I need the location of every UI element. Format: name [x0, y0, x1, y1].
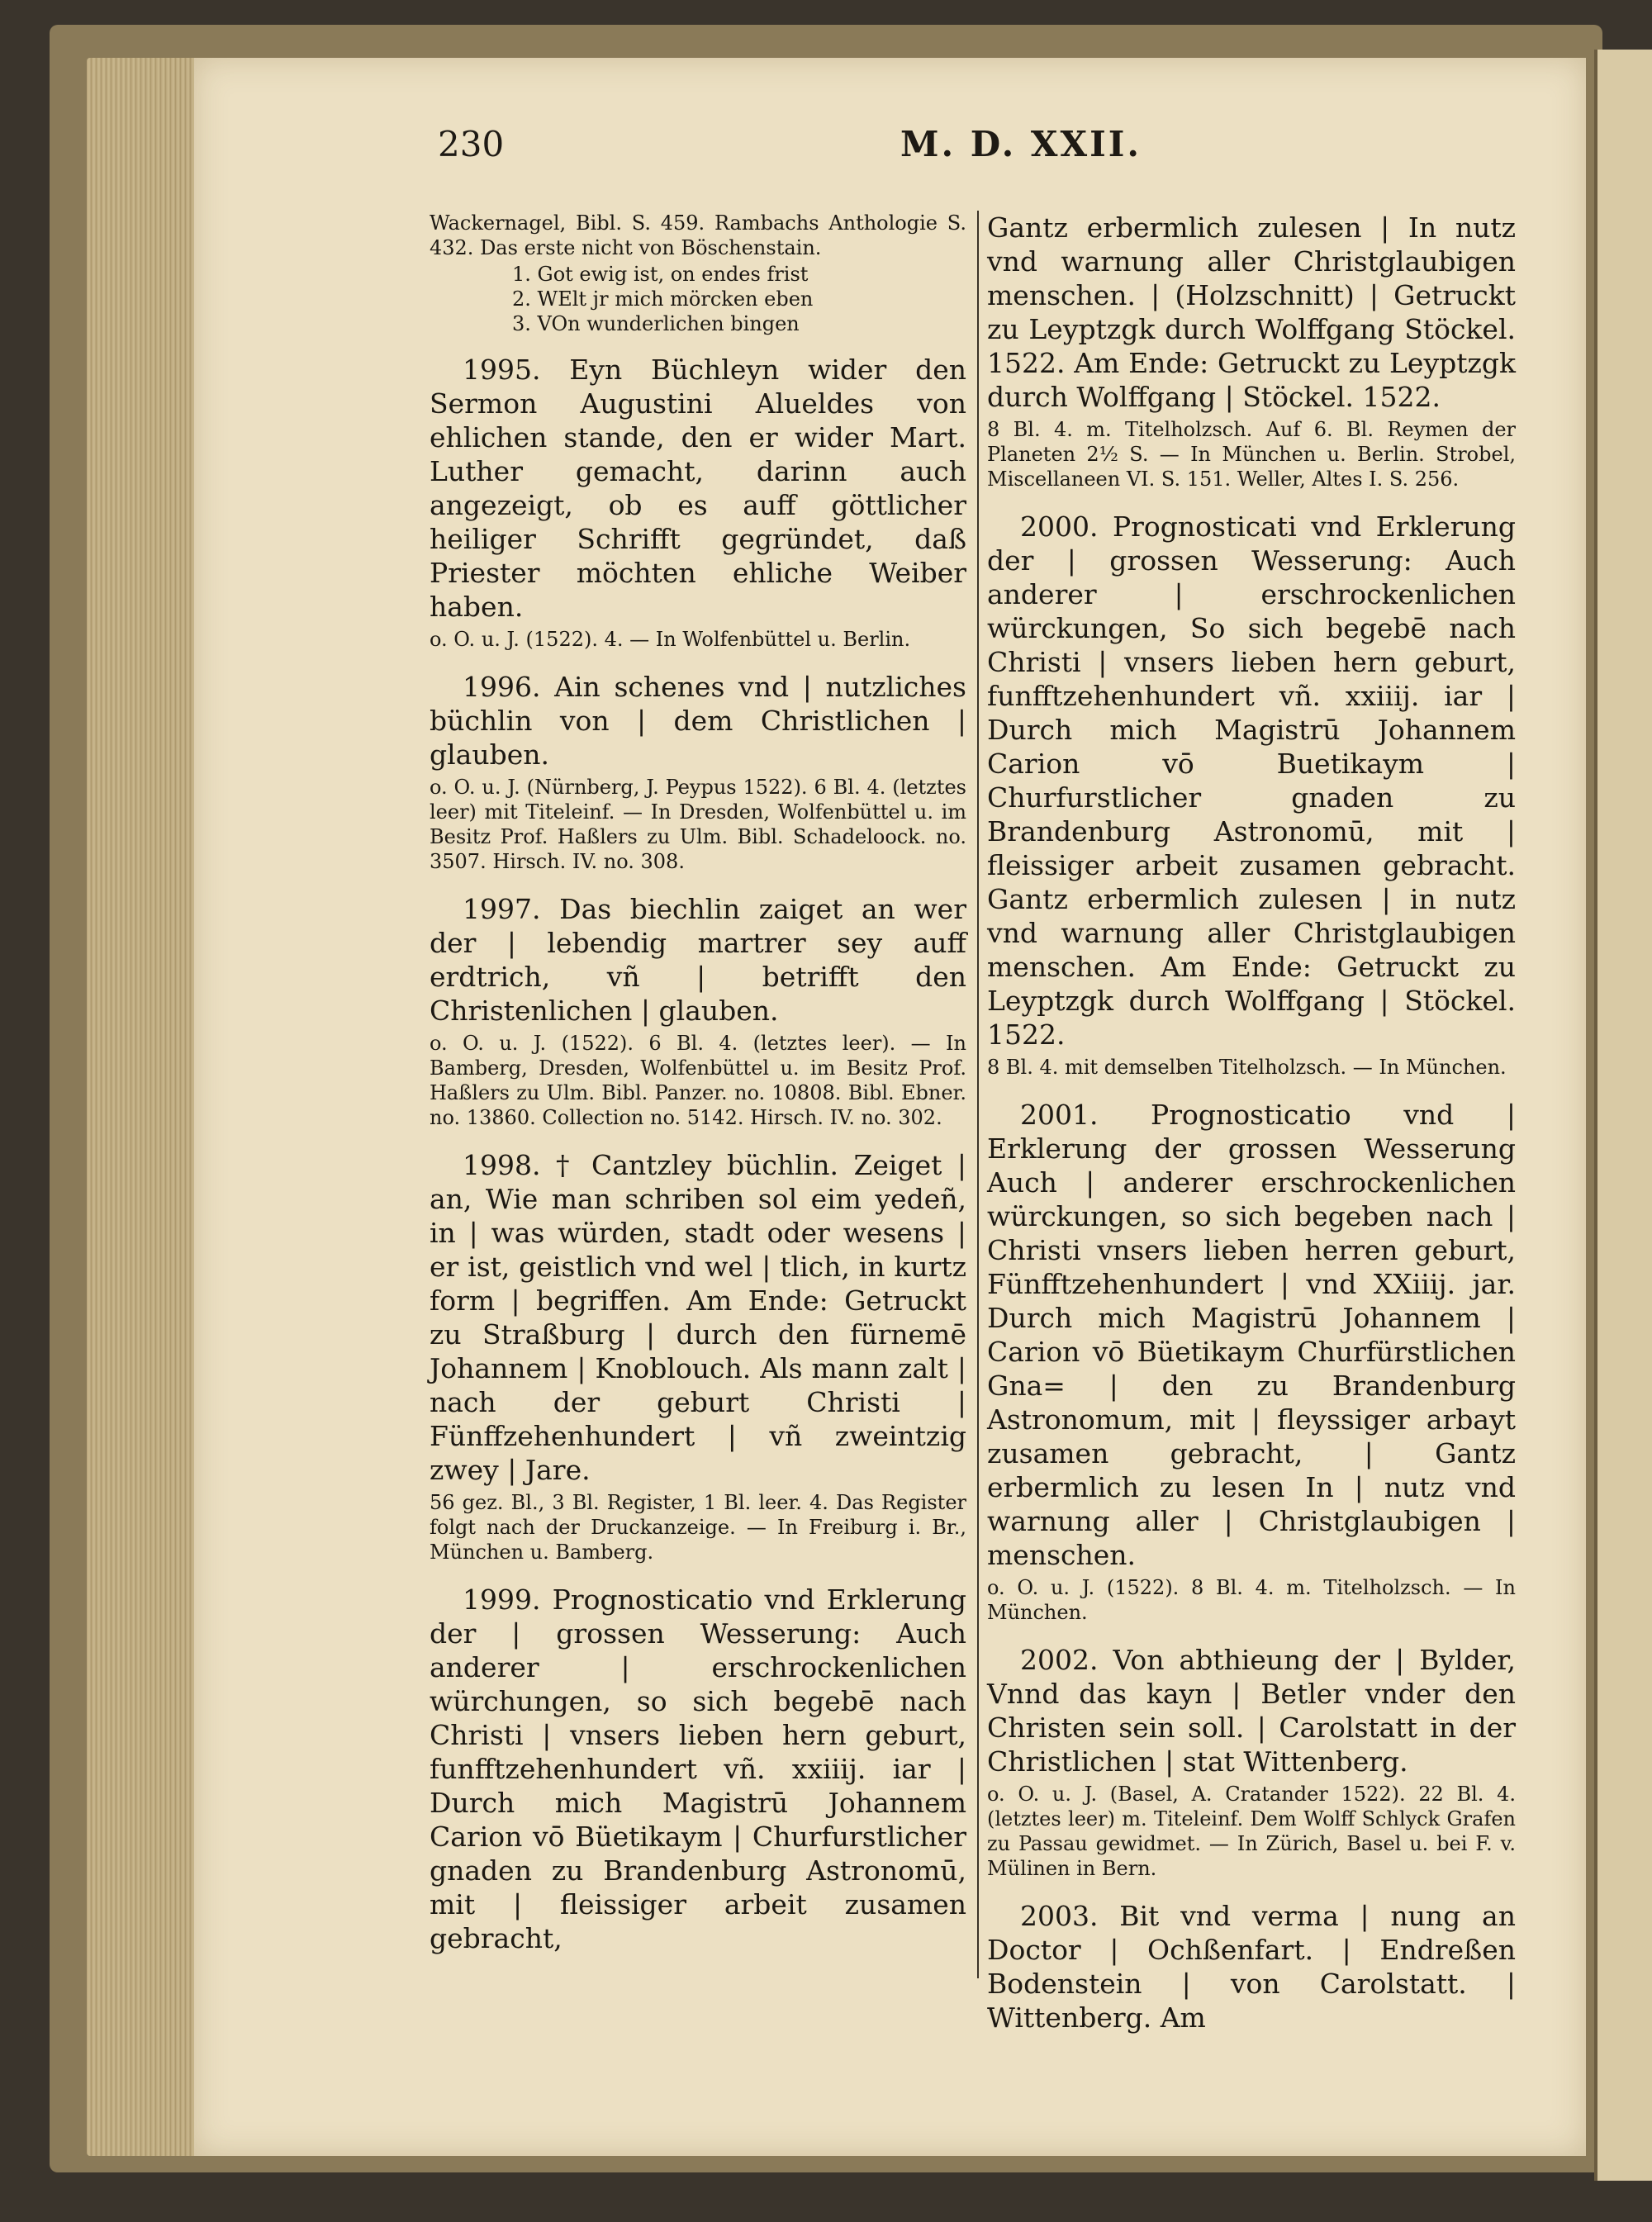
- entry-1995: [430, 353, 966, 652]
- entry-number: 1997.: [463, 893, 541, 925]
- entry-number: 1999.: [463, 1583, 541, 1616]
- entry-title: Prognosticati vnd Erklerung der | grossen Wesserung: Auch anderer | erschrockenlichen würckungen, So sich begebē nach Christi | vnsers lieben hern geburt, funfftzehenhundert vñ. xxiiij. iar | Durch mich Magistrū Johannem Carion vō Buetikaym | Churfurstlicher gnaden zu Brandenburg Astronomū, mit | fleissiger arbeit zusamen gebracht. Gantz erbermlich zulesen | in nutz vnd warnung aller Christglaubigen menschen. Am Ende: Getruckt zu Leyptzgk durch Wolffgang | Stöckel. 1522.: [987, 510, 1516, 1051]
- verse-line: 3. VOn wunderlichen bingen: [512, 312, 800, 335]
- verse-line: 2. WElt jr mich mörcken eben: [512, 287, 814, 311]
- entry-note: 8 Bl. 4. mit demselben Titelholzsch. — In München.: [987, 1056, 1507, 1079]
- entry-number: 1995.: [463, 354, 541, 386]
- entry-note: o. O. u. J. (Nürnberg, J. Peypus 1522). 6 Bl. 4. (letztes leer) mit Titeleinf. — In Dresden, Wolfenbüttel u. im Besitz Prof. Haßlers zu Ulm. Bibl. Schadeloock. no. 3507. Hirsch. IV. no. 308.: [430, 776, 966, 873]
- entry-title: Von abthieung der | Bylder, Vnnd das kayn | Betler vnder den Christen sein soll. | Carolstatt in der Christlichen | stat Wittenberg.: [987, 1644, 1516, 1778]
- continuation-note: 8 Bl. 4. m. Titelholzsch. Auf 6. Bl. Reymen der Planeten 2½ S. — In München u. Berlin. Strobel, Miscellaneen VI. S. 151. Weller, Altes I. S. 256.: [987, 418, 1516, 491]
- entry-2003: [987, 1899, 1516, 2034]
- entry-2002: [987, 1643, 1516, 1881]
- entry-title: Das biechlin zaiget an wer der | lebendig martrer sey auff erdtrich, vñ | betrifft den Christenlichen | glauben.: [430, 893, 966, 1027]
- entry-number: 2001.: [1020, 1099, 1099, 1131]
- column-divider: [977, 211, 979, 1978]
- page-header: [248, 124, 1540, 182]
- entry-number: 1998.: [463, 1149, 541, 1181]
- entry-1996: [430, 670, 966, 874]
- entry-title: Prognosticatio vnd | Erklerung der grossen Wesserung Auch | anderer erschrockenlichen würckungen, so sich begeben nach | Christi vnsers lieben herren geburt, Fünfftzehenhundert | vnd XXiiij. jar. Durch mich Magistrū Johannem | Carion vō Büetikaym Churfürstlichen Gna= | den zu Brandenburg Astronomum, mit | fleyssiger arbayt zusamen gebracht, | Gantz erbermlich zu lesen In | nutz vnd warnung aller | Christglaubigen | menschen.: [987, 1099, 1516, 1571]
- entry-note: 56 gez. Bl., 3 Bl. Register, 1 Bl. leer. 4. Das Register folgt nach der Druckanzeige. — In Freiburg i. Br., München u. Bamberg.: [430, 1491, 966, 1564]
- entry-2000: [987, 510, 1516, 1080]
- entry-note: o. O. u. J. (1522). 4. — In Wolfenbüttel u. Berlin.: [430, 628, 911, 651]
- entry-title: † Cantzley büchlin. Zeiget | an, Wie man schriben sol eim yedeñ, in | was würden, stadt oder wesens | er ist, geistlich vnd wel | tlich, in kurtz form | begriffen. Am Ende: Getruckt zu Straßburg | durch den fürnemē Johannem | Knoblouch. Als mann zalt | nach der geburt Christi | Fünffzehenhundert | vñ zweintzig zwey | Jare.: [430, 1149, 966, 1486]
- entry-title: Eyn Büchleyn wider den Sermon Augustini Alueldes von ehlichen stande, den er wider Mart. Luther gemacht, darinn auch angezeigt, ob es auff göttlicher heiliger Schrifft gegründet, daß Priester möchten ehliche Weiber haben.: [430, 354, 966, 623]
- left-column: [430, 211, 966, 1973]
- entry-note: o. O. u. J. (Basel, A. Cratander 1522). 22 Bl. 4. (letztes leer) m. Titeleinf. Dem Wolff Schlyck Grafen zu Passau gewidmet. — In Zürich, Basel u. bei F. v. Mülinen in Bern.: [987, 1783, 1516, 1880]
- entry-note: o. O. u. J. (1522). 6 Bl. 4. (letztes leer). — In Bamberg, Dresden, Wolfenbüttel u. im Besitz Prof. Haßlers zu Ulm. Bibl. Panzer. no. 10808. Bibl. Ebner. no. 13860. Collection no. 5142. Hirsch. IV. no. 302.: [430, 1032, 966, 1129]
- entry-1998: [430, 1148, 966, 1564]
- facing-page-edge: [1594, 50, 1652, 2181]
- verse-list: [512, 262, 966, 336]
- verse-line: 1. Got ewig ist, on endes frist: [512, 263, 809, 286]
- continuation-text: Gantz erbermlich zulesen | In nutz vnd warnung aller Christglaubigen menschen. | (Holzschnitt) | Getruckt zu Leyptzgk durch Wolffgang Stöckel. 1522. Am Ende: Getruckt zu Leyptzgk durch Wolffgang | Stöckel. 1522.: [987, 211, 1516, 413]
- page-number: 230: [438, 124, 505, 164]
- intro-note: Wackernagel, Bibl. S. 459. Rambachs Anthologie S. 432. Das erste nicht von Böschenstain.: [430, 211, 966, 259]
- entry-1999-continued: [987, 211, 1516, 491]
- entry-number: 1996.: [463, 671, 541, 703]
- running-head: M. D. XXII.: [900, 124, 1142, 164]
- entry-title: Prognosticatio vnd Erklerung der | grossen Wesserung: Auch anderer | erschrockenlichen würchungen, so sich begebē nach Christi | vnsers lieben hern geburt, funfftzehenhundert vñ. xxiiij. iar | Durch mich Magistrū Johannem Carion vō Büetikaym | Churfurstlicher gnaden zu Brandenburg Astronomū, mit | fleissiger arbeit zusamen gebracht,: [430, 1583, 966, 1954]
- entry-title: Ain schenes vnd | nutzliches büchlin von | dem Christlichen | glauben.: [430, 671, 966, 771]
- entry-title: Bit vnd verma | nung an Doctor | Ochßenfart. | Endreßen Bodenstein | von Carolstatt. | Wittenberg. Am: [987, 1900, 1516, 2034]
- entry-note: o. O. u. J. (1522). 8 Bl. 4. m. Titelholzsch. — In München.: [987, 1576, 1516, 1624]
- entry-number: 2002.: [1020, 1644, 1099, 1676]
- entry-number: 2003.: [1020, 1900, 1099, 1932]
- entry-2001: [987, 1098, 1516, 1625]
- right-column: [987, 211, 1516, 2053]
- entry-number: 2000.: [1020, 510, 1099, 543]
- page-edges: [87, 58, 194, 2156]
- entry-1999: [430, 1583, 966, 1955]
- entry-1997: [430, 892, 966, 1130]
